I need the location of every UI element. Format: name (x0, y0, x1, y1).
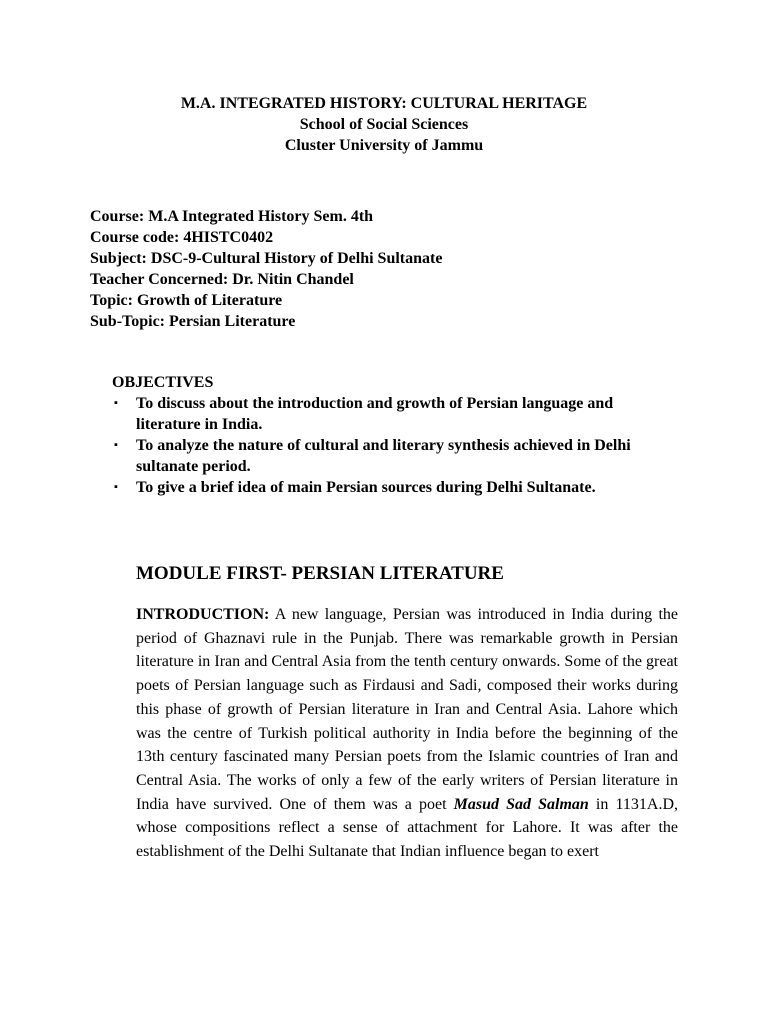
objective-text: To analyze the nature of cultural and literary synthesis achieved in Delhi sultanate period. (136, 437, 631, 475)
subject-line: Subject: DSC-9-Cultural History of Delhi Sultanate (90, 250, 443, 267)
document-header (0, 93, 768, 156)
subtopic-line: Sub-Topic: Persian Literature (90, 313, 296, 330)
introduction-paragraph (136, 603, 678, 864)
topic-line: Topic: Growth of Literature (90, 292, 283, 309)
introduction-text-continued: in 1131A.D, whose compositions reflect a sense of attachment for Lahore. It was after the establishment of the Delhi Sultanate that Indian influence began to exert (136, 795, 679, 861)
square-bullet-icon: ▪ (114, 481, 118, 493)
introduction-lead: INTRODUCTION: (136, 606, 270, 623)
objectives-section (112, 372, 672, 498)
teacher-line: Teacher Concerned: Dr. Nitin Chandel (90, 271, 354, 288)
course-code-line: Course code: 4HISTC0402 (90, 229, 274, 246)
poet-name: Masud Sad Salman (453, 795, 589, 813)
objective-item (112, 435, 672, 477)
objective-text: To discuss about the introduction and growth of Persian language and literature in India. (136, 395, 614, 433)
objective-text: To give a brief idea of main Persian sources during Delhi Sultanate. (136, 479, 596, 496)
school-name: School of Social Sciences (299, 116, 469, 133)
program-title: M.A. INTEGRATED HISTORY: CULTURAL HERITAGE (180, 95, 588, 112)
objective-item (112, 477, 672, 498)
square-bullet-icon: ▪ (114, 397, 118, 409)
objective-item (112, 393, 672, 435)
objectives-heading: OBJECTIVES (112, 374, 214, 391)
course-line: Course: M.A Integrated History Sem. 4th (90, 208, 374, 225)
objectives-list (112, 393, 672, 498)
course-info (90, 206, 442, 332)
introduction-text: A new language, Persian was introduced in India during the period of Ghaznavi rule in the Punjab. There was remarkable growth in Persian literature in Iran and Central Asia from the tenth century onwards. Some of the great poets of Persian language such as Firdausi and Sadi, composed their works during this phase of growth of Persian literature in Iran and Central Asia. Lahore which was the centre of Turkish political authority in India before the beginning of the 13th century fascinated many Persian poets from the Islamic countries of Iran and Central Asia. The works of only a few of the early writers of Persian literature in India have survived. One of them was a poet (136, 606, 678, 813)
university-name: Cluster University of Jammu (284, 137, 484, 154)
module-heading: MODULE FIRST- PERSIAN LITERATURE (136, 563, 504, 584)
square-bullet-icon: ▪ (114, 439, 118, 451)
